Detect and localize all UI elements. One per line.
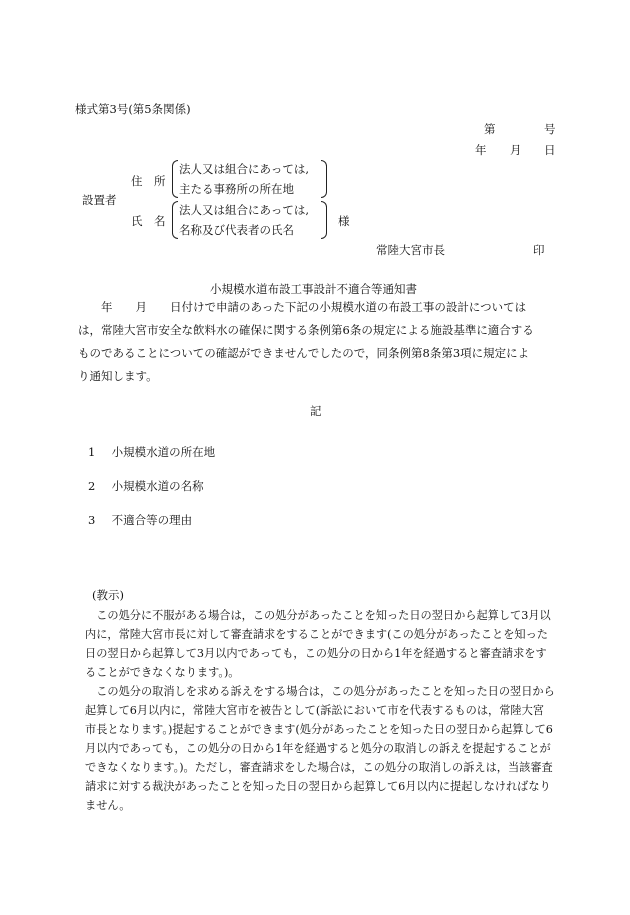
address-brace-right [321,160,327,198]
body-line-2: は，常陸大宮市安全な飲料水の確保に関する条例第6条の規定による施設基準に適合する [78,323,534,337]
date-year: 年 [475,143,487,157]
list-item [88,512,192,528]
body-line-1: 年 月 日付けで申請のあった下記の小規模水道の布設工事の設計については [78,300,527,314]
setchisha-label: 設置者 [82,193,117,207]
name-label: 氏 名 [131,214,166,228]
name-brace-left [172,201,178,239]
name-note-2: 名称及び代表者の氏名 [179,223,294,237]
doc-number-gou: 号 [544,122,556,136]
issuer-seal: 印 [533,243,545,257]
address-brace-left [172,160,178,198]
name-brace-right [321,201,327,239]
kyouji-paragraph-2: この処分の取消しを求める訴えをする場合は，この処分があったことを知った日の翌日から起算して6月以内に，常陸大宮市を被告として(訴訟において市を代表するものは，常陸大宮市長となります。)提起することができます(処分があったことを知った日の翌日から起算して6月以内であっても，この処分の日から1年を経過すると処分の取消しの訴えを提起することができなくなります。)。ただし，審査請求をした場合は，この処分の取消しの訴えは，当該審査請求に対する裁決があったことを知った日の翌日から起算して6月以内に提起しなければなりません。 [85,685,555,812]
ki-heading: 記 [310,404,322,418]
item-label: 不適合等の理由 [111,513,193,527]
address-label: 住 所 [131,174,166,188]
item-number: 1 [88,445,96,459]
item-number: 3 [88,513,96,527]
body-line-4: り通知します。 [78,369,158,383]
body-line-3: ものであることについての確認ができませんでしたので，同条例第8条第3項に規定によ [78,346,530,360]
list-item [88,444,215,460]
item-label: 小規模水道の所在地 [111,445,216,459]
item-number: 2 [88,479,96,493]
issuer-name: 常陸大宮市長 [376,243,445,257]
date-month: 月 [510,143,522,157]
form-label: 様式第3号(第5条関係) [75,102,191,116]
list-item [88,478,204,494]
name-note-1: 法人又は組合にあっては, [179,203,310,217]
address-note-1: 法人又は組合にあっては, [179,162,310,176]
date-day: 日 [544,143,556,157]
kyouji-heading: (教示) [92,588,124,602]
kyouji-body [85,606,555,815]
document-title: 小規模水道布設工事設計不適合等通知書 [210,282,417,296]
item-label: 小規模水道の名称 [111,479,204,493]
sama-honorific: 様 [338,214,350,228]
address-note-2: 主たる事務所の所在地 [179,182,294,196]
kyouji-paragraph-1: この処分に不服がある場合は，この処分があったことを知った日の翌日から起算して3月以内に，常陸大宮市長に対して審査請求をすることができます(この処分があったことを知った日の翌日から起算して3月以内であっても，この処分の日から1年を経過すると審査請求をすることができなくなります。)。 [85,609,551,679]
doc-number-dai: 第 [484,122,496,136]
